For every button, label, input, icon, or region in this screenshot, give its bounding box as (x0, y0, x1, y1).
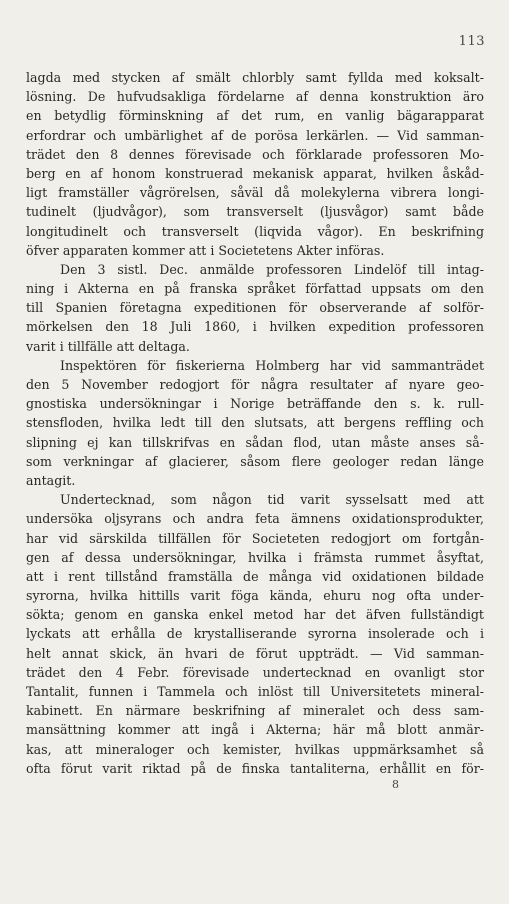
text-line: som verkningar af glacierer, såsom flere geologer redan länge (26, 453, 484, 469)
text-line: gnostiska undersökningar i Norige beträffande den s. k. rull- (26, 396, 484, 412)
text-line: Inspektören för fiskerierna Holmberg har vid sammanträdet (60, 357, 484, 373)
text-line: antagit. (26, 472, 76, 488)
text-line: Tantalit, funnen i Tammela och inlöst till Universitetets mineral- (26, 684, 484, 699)
text-line: till Spanien företagna expeditionen för observerande af solför- (26, 300, 484, 316)
text-line: berg en af honom konstruerad mekanisk apparat, hvilken åskåd- (26, 165, 484, 181)
text-line: ligt framställer vågrörelsen, såväl då molekylerna vibrera longi- (26, 185, 484, 201)
text-line: Undertecknad, som någon tid varit sysselsatt med att (60, 492, 484, 508)
text-line: lyckats att erhålla de krystalliserande syrorna insolerade och i (26, 626, 484, 642)
text-line: erfordrar och umbärlighet af de porösa lerkärlen. — Vid samman- (26, 127, 484, 143)
text-line: varit i tillfälle att deltaga. (26, 338, 190, 354)
signature-mark: 8 (392, 778, 399, 791)
text-line: trädet den 4 Febr. förevisade undertecknad en ovanligt stor (26, 664, 484, 680)
text-line: Den 3 sistl. Dec. anmälde professoren Lindelöf till intag- (60, 261, 484, 277)
text-line: lösning. De hufvudsakliga fördelarne af denna konstruktion äro (26, 89, 484, 105)
text-line: en betydlig förminskning af det rum, en vanlig bägarapparat (26, 108, 484, 124)
text-line: kas, att mineraloger och kemister, hvilkas uppmärksamhet så (26, 741, 484, 757)
text-line: syrorna, hvilka hittills varit föga kända, ehuru nog ofta under- (26, 588, 484, 604)
text-line: ning i Akterna en på franska språket författad uppsats om den (26, 281, 484, 297)
text-line: helt annat skick, än hvari de förut uppträdt. — Vid samman- (26, 645, 484, 661)
page-number: 113 (458, 34, 485, 49)
text-line: longitudinelt och transverselt (liqvida vågor). En beskrifning (26, 223, 484, 239)
text-line: sökta; genom en ganska enkel metod har det äfven fullständigt (26, 607, 484, 623)
text-line: ofta förut varit riktad på de finska tantaliterna, erhållit en för- (26, 760, 484, 776)
text-line: har vid särskilda tillfällen för Societeten redogjort om fortgån- (26, 530, 484, 546)
text-line: lagda med stycken af smält chlorbly samt fyllda med koksalt- (26, 70, 484, 85)
body-text (26, 68, 484, 778)
text-line: den 5 November redogjort för några resultater af nyare geo- (26, 377, 484, 392)
text-line: slipning ej kan tillskrifvas en sådan flod, utan måste anses så- (26, 434, 484, 450)
text-line: mörkelsen den 18 Juli 1860, i hvilken expedition professoren (26, 319, 484, 335)
text-line: öfver apparaten kommer att i Societetens Akter införas. (26, 242, 385, 258)
text-line: undersöka oljsyrans och andra feta ämnens oxidationsprodukter, (26, 511, 484, 527)
text-line: tudinelt (ljudvågor), som transverselt (ljusvågor) samt både (26, 204, 484, 220)
text-line: kabinett. En närmare beskrifning af mineralet och dess sam- (26, 703, 484, 719)
text-line: stensfloden, hvilka ledt till den slutsats, att bergens reffling och (26, 415, 484, 431)
text-line: trädet den 8 dennes förevisade och förklarade professoren Mo- (26, 146, 484, 162)
text-line: mansättning kommer att ingå i Akterna; här må blott anmär- (26, 722, 484, 738)
text-line: gen af dessa undersökningar, hvilka i främsta rummet åsyftat, (26, 549, 484, 565)
text-line: att i rent tillstånd framställa de många vid oxidationen bildade (26, 568, 484, 584)
